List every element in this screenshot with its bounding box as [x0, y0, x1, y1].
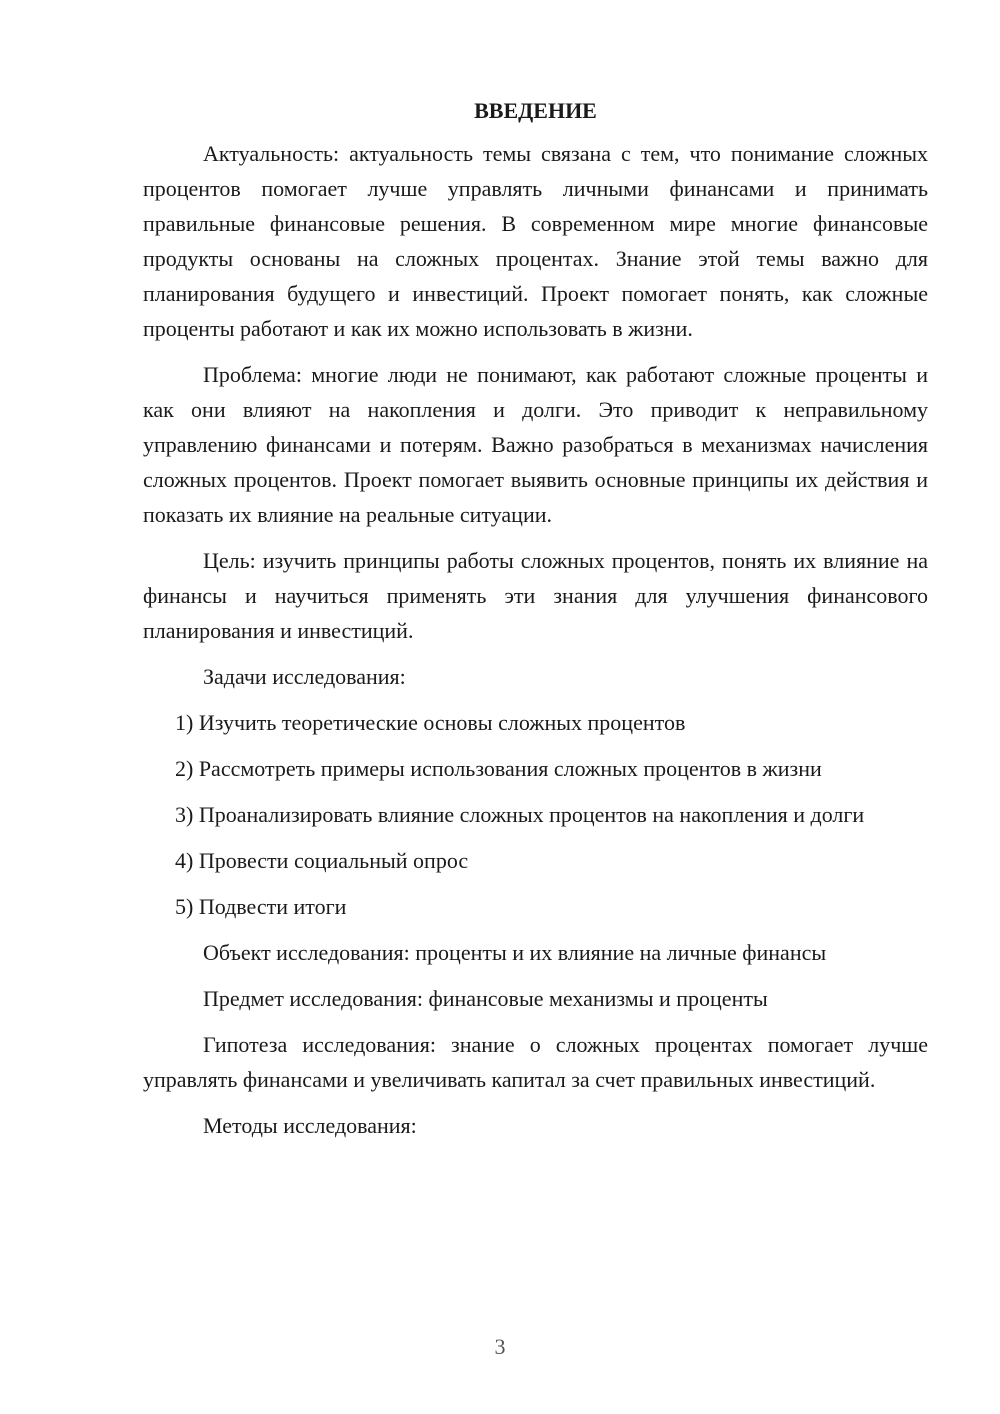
methods-title: Методы исследования:: [203, 1113, 417, 1138]
task-item-5: 5) Подвести итоги: [175, 894, 347, 919]
hypothesis-paragraph: Гипотеза исследования: знание о сложных процентах помогает лучше управлять финансами и увеличивать капитал за счет правильных инвестиций.: [143, 1032, 928, 1092]
page-number: 3: [494, 1334, 506, 1359]
goal-paragraph: Цель: изучить принципы работы сложных процентов, понять их влияние на финансы и научиться применять эти знания для улучшения финансового планирования и инвестиций.: [143, 548, 928, 643]
task-item-1: 1) Изучить теоретические основы сложных процентов: [175, 710, 686, 735]
subject-paragraph: Предмет исследования: финансовые механизмы и проценты: [203, 986, 768, 1011]
task-item-4: 4) Провести социальный опрос: [175, 848, 469, 873]
tasks-title: Задачи исследования:: [203, 664, 406, 689]
task-item-2: 2) Рассмотреть примеры использования сложных процентов в жизни: [175, 756, 822, 781]
task-item-3: 3) Проанализировать влияние сложных процентов на накопления и долги: [175, 802, 865, 827]
object-paragraph: Объект исследования: проценты и их влияние на личные финансы: [203, 940, 827, 965]
document-page: [143, 96, 928, 1154]
problem-paragraph: Проблема: многие люди не понимают, как работают сложные проценты и как они влияют на накопления и долги. Это приводит к неправильному управлению финансами и потерям. Важно разобраться в механизмах начисления сложных процентов. Проект помогает выявить основные принципы их действия и показать их влияние на реальные ситуации.: [143, 362, 928, 527]
relevance-paragraph: Актуальность: актуальность темы связана с тем, что понимание сложных процентов помогает лучше управлять личными финансами и принимать правильные финансовые решения. В современном мире многие финансовые продукты основаны на сложных процентах. Знание этой темы важно для планирования будущего и инвестиций. Проект помогает понять, как сложные проценты работают и как их можно использовать в жизни.: [143, 141, 928, 341]
section-heading: ВВЕДЕНИЕ: [474, 98, 597, 123]
